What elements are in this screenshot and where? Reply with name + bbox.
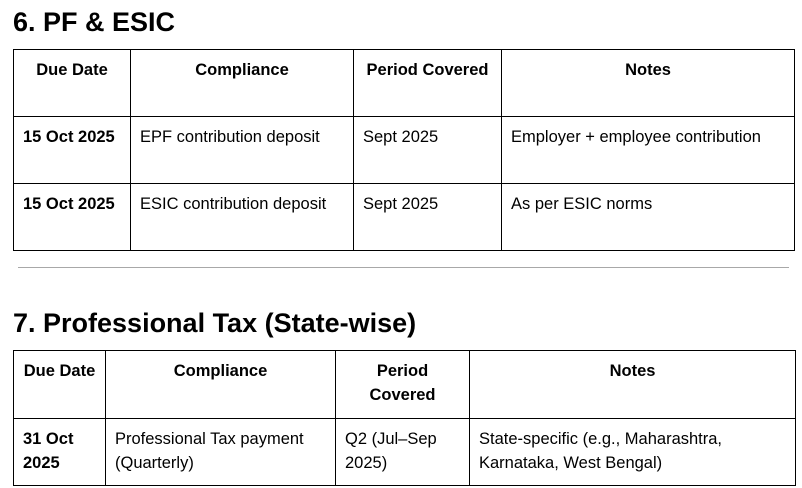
section-divider bbox=[18, 267, 789, 268]
due-date-cell: 15 Oct 2025 bbox=[14, 184, 131, 251]
table-row bbox=[14, 117, 795, 184]
period-cell: Sept 2025 bbox=[354, 117, 502, 184]
due-date-cell: 31 Oct 2025 bbox=[14, 419, 106, 486]
period-cell: Sept 2025 bbox=[354, 184, 502, 251]
header-due-date: Due Date bbox=[14, 50, 131, 117]
table-header-row bbox=[14, 50, 795, 117]
period-cell: Q2 (Jul–Sep 2025) bbox=[336, 419, 470, 486]
professional-tax-table bbox=[13, 350, 796, 486]
header-compliance: Compliance bbox=[131, 50, 354, 117]
table-row bbox=[14, 419, 796, 486]
compliance-cell: Professional Tax payment (Quarterly) bbox=[106, 419, 336, 486]
header-period-covered: Period Covered bbox=[336, 351, 470, 419]
compliance-cell: EPF contribution deposit bbox=[131, 117, 354, 184]
table-row bbox=[14, 184, 795, 251]
compliance-cell: ESIC contribution deposit bbox=[131, 184, 354, 251]
due-date-cell: 15 Oct 2025 bbox=[14, 117, 131, 184]
table-header-row bbox=[14, 351, 796, 419]
section-title-pf-esic: 6. PF & ESIC bbox=[13, 7, 176, 37]
header-notes: Notes bbox=[470, 351, 796, 419]
notes-cell: Employer + employee contribution bbox=[502, 117, 795, 184]
header-compliance: Compliance bbox=[106, 351, 336, 419]
header-due-date: Due Date bbox=[14, 351, 106, 419]
notes-cell: As per ESIC norms bbox=[502, 184, 795, 251]
notes-cell: State-specific (e.g., Maharashtra, Karnataka, West Bengal) bbox=[470, 419, 796, 486]
header-notes: Notes bbox=[502, 50, 795, 117]
header-period-covered: Period Covered bbox=[354, 50, 502, 117]
section-title-professional-tax: 7. Professional Tax (State-wise) bbox=[13, 308, 417, 338]
pf-esic-table bbox=[13, 49, 795, 251]
